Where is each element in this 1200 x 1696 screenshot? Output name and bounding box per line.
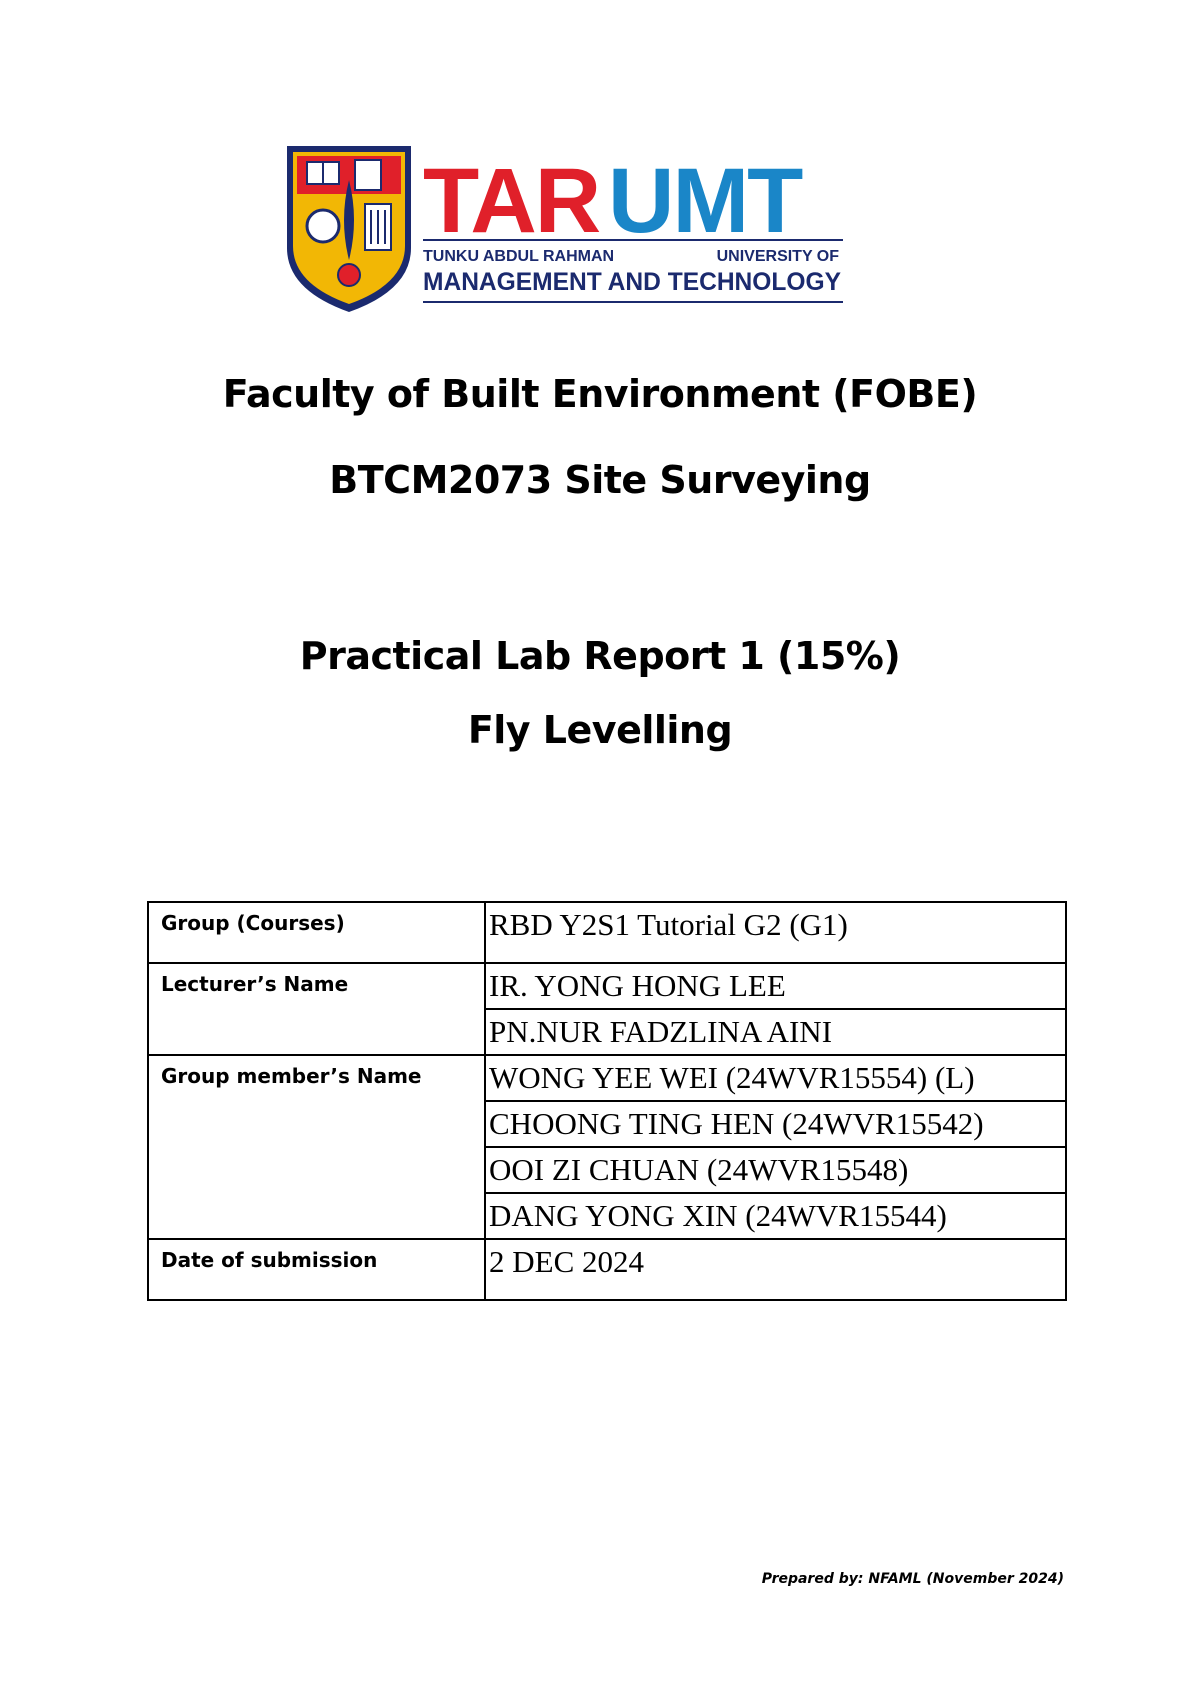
university-logo xyxy=(283,140,873,315)
prepared-by-footer: Prepared by: NFAML (November 2024) xyxy=(761,1571,1064,1587)
logo-line1-left: TUNKU ABDUL RAHMAN xyxy=(423,248,615,265)
course-heading: BTCM2073 Site Surveying xyxy=(329,458,871,502)
lecturer-name: IR. YONG HONG LEE xyxy=(485,963,1066,1009)
faculty-heading: Faculty of Built Environment (FOBE) xyxy=(222,372,978,416)
logo-line1-right: UNIVERSITY OF xyxy=(716,248,839,265)
table-row xyxy=(148,902,1066,963)
table-row xyxy=(148,1055,1066,1101)
member-name: WONG YEE WEI (24WVR15554) (L) xyxy=(485,1055,1066,1101)
group-label: Group (Courses) xyxy=(148,902,485,963)
lecturer-label: Lecturer’s Name xyxy=(148,963,485,1055)
topic-heading: Fly Levelling xyxy=(467,708,733,752)
members-label: Group member’s Name xyxy=(148,1055,485,1239)
lecturer-name: PN.NUR FADZLINA AINI xyxy=(485,1009,1066,1055)
table-row xyxy=(148,963,1066,1009)
table-row xyxy=(148,1239,1066,1300)
date-value: 2 DEC 2024 xyxy=(485,1239,1066,1300)
member-name: OOI ZI CHUAN (24WVR15548) xyxy=(485,1147,1066,1193)
member-name: DANG YONG XIN (24WVR15544) xyxy=(485,1193,1066,1239)
logo-line2: MANAGEMENT AND TECHNOLOGY xyxy=(423,268,842,296)
report-heading: Practical Lab Report 1 (15%) xyxy=(299,634,901,678)
logo-wordmark-umt: UMT xyxy=(608,150,802,252)
member-name: CHOONG TING HEN (24WVR15542) xyxy=(485,1101,1066,1147)
crest-icon xyxy=(287,146,411,312)
info-table xyxy=(147,901,1067,1301)
logo-wordmark-tar: TAR xyxy=(423,150,600,252)
group-value: RBD Y2S1 Tutorial G2 (G1) xyxy=(485,902,1066,963)
date-label: Date of submission xyxy=(148,1239,485,1300)
